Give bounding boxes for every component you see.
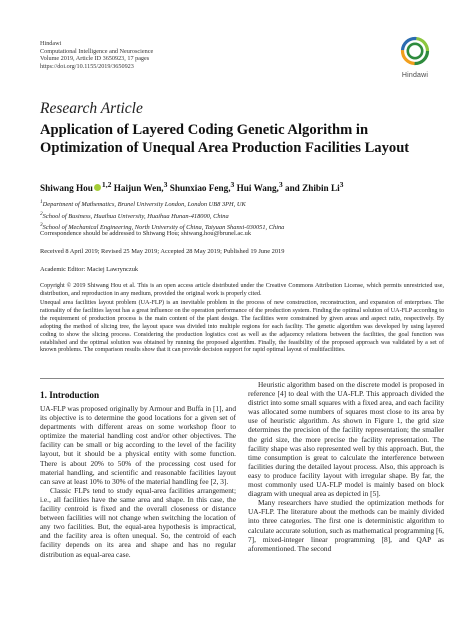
body-column-right [248, 380, 444, 553]
affiliation-number: 1 [40, 199, 43, 205]
author-name[interactable]: Shunxiao Feng, [167, 183, 231, 194]
author-list [40, 180, 343, 193]
volume-info: Volume 2019, Article ID 3650923, 17 pages [40, 55, 150, 63]
affiliation-line [40, 210, 284, 222]
section-heading: 1. Introduction [40, 390, 100, 400]
section-divider [40, 378, 444, 379]
hindawi-logo [392, 36, 438, 79]
logo-wordmark: Hindawi [401, 72, 429, 79]
abstract: Unequal area facilities layout problem (UA-FLP) is an inevitable problem in the process of new construction, reconstruction, and expansion of enterprises. The rationality of the facilities layout has a great influence on the operation performance of the production system. Finding the optimal solution of UA-FLP according to the requirement of production process is the main content of the plant design. The facilities were constrained by given areas and aspect ratio, respectively. By adopting the method of slicing tree, the layout space was divided into multiple regions for each facility. The genetic algorithm was developed by using layered coding to show the slicing process. Considering the production logistics cost as well as the adjacency relations between the facilities, the goal function was established and the optimal solution was obtained by running the proposed algorithm. Finally, the feasibility of the proposed approach was validated by a set of known problems. The comparison results show that it can provide decision support for rapid optimal layout of multifacilities. [40, 300, 444, 354]
paragraph: Many researchers have studied the optimization methods for UA-FLP. The literature about the methods can be mainly divided into three categories. The first one is deterministic algorithm to calculate accurate solution, such as mathematical programming [6, 7], mixed-integer linear programming [8], and QAP as aforementioned. The second [248, 498, 444, 553]
affiliation-number: 2 [40, 210, 43, 217]
paragraph: Heuristic algorithm based on the discrete model is proposed in reference [4] to deal with the UA-FLP. This approach divided the district into some small squares with a fixed area, and each facility was allocated some numbers of squares most close to its area by use of heuristic algorithm. As shown in Figure 1, the grid size determines the precision of the facility representation; the smaller the grid size, the more precise the facility representation. The facility shape was also represented well by this approach. But, the time consumption is great to calculate the interference between facilities during the detailed layout process. Also, this approach is easy to produce facility layout with irregular shape. By far, the most commonly used UA-FLP model is mainly based on block diagram with unequal area as depicted in [5]. [248, 380, 444, 499]
copyright-notice: Copyright © 2019 Shiwang Hou et al. This is an open access article distributed under the Creative Commons Attribution License, which permits unrestricted use, distribution, and reproduction in any medium, provided the original work is properly cited. [40, 283, 444, 297]
author-name[interactable]: Haijun Wen, [111, 183, 164, 194]
affiliations [40, 198, 284, 233]
affiliation-text: School of Business, Huaihua University, Huaihua Hunan-418000, China [42, 212, 229, 220]
academic-editor: Academic Editor: Maciej Lawrynczuk [40, 266, 139, 273]
hindawi-logo-icon [400, 36, 430, 66]
author-affiliation-marker: 3 [339, 180, 344, 189]
affiliation-line [40, 198, 284, 210]
paragraph: UA-FLP was proposed originally by Armour and Buffa in [1], and its objective is to determine the good locations for a given set of departments with different areas on some workshop floor to optimize the material handling cost and/or other objectives. The facility can be small or big according to the level of the facility layout, but it should be a physical entity with some function. There is about 20% to 50% of the processing cost used for material handling, and scientific and reasonable facilities layout can save at least 10% to 30% of the material handling fee [2, 3]. [40, 404, 236, 486]
affiliation-number: 3 [40, 222, 43, 229]
article-title: Application of Layered Coding Genetic Algorithm in Optimization of Unequal Area Production Facilities Layout [40, 122, 410, 156]
author-affiliation-marker: 3 [230, 180, 235, 189]
paragraph: Classic FLPs tend to study equal-area facilities arrangement; i.e., all facilities have the same area and shape. In this case, the facility centroid is fixed and the overall closeness or distance between facilities will not change when switching the location of any two facilities. But, the equal-area hypothesis is impractical, and the facility area is often unequal. So, the centroid of each facility depends on its area and shape and has no regular distribution as equal-area case. [40, 485, 236, 559]
author-name[interactable]: Hui Wang, [234, 183, 279, 194]
doi-link[interactable]: https://doi.org/10.1155/2019/3650923 [40, 62, 134, 70]
author-affiliation-marker: 3 [163, 180, 168, 189]
affiliation-text: Department of Mathematics, Brunel University London, London UB8 3PH, UK [42, 201, 246, 209]
article-type: Research Article [40, 100, 143, 117]
author-name[interactable]: and Zhibin Li [282, 183, 340, 194]
author-name[interactable]: Shiwang Hou [40, 183, 93, 194]
journal-name: Computational Intelligence and Neuroscience [40, 47, 154, 55]
affiliation-text: School of Mechanical Engineering, North University of China, Taiyuan Shanxi-030051, China [42, 224, 285, 232]
body-column-left [40, 404, 236, 559]
journal-metadata [40, 40, 153, 70]
publisher-name: Hindawi [40, 40, 62, 47]
orcid-icon[interactable] [94, 184, 101, 191]
publication-dates: Received 8 April 2019; Revised 25 May 2019; Accepted 28 May 2019; Published 19 June 2019 [40, 248, 285, 255]
correspondence-note: Correspondence should be addressed to Shiwang Hou; shiwang.hou@brunel.ac.uk [40, 230, 252, 237]
author-affiliation-marker: 1,2 [101, 180, 112, 189]
author-affiliation-marker: 3 [278, 180, 283, 189]
